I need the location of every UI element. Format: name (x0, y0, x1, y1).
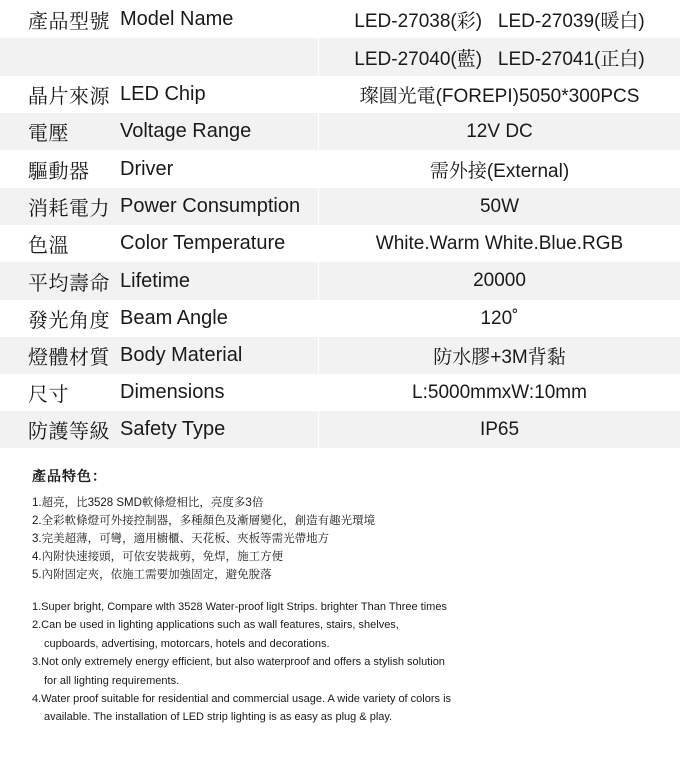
spec-label-zh: 消耗電力 (28, 198, 110, 220)
spec-label-en: Driver (120, 157, 174, 180)
features-section (32, 466, 632, 727)
spec-value: 需外接(External) (429, 160, 570, 182)
feature-zh-item: 2.全彩軟條燈可外接控制器，多種顏色及漸層變化，創造有趣光環境 (32, 515, 376, 527)
spec-row (0, 411, 680, 448)
spec-value: IP65 (479, 418, 520, 440)
spec-label-zh: 色溫 (28, 235, 69, 257)
spec-row (0, 76, 680, 113)
spec-value: 12V DC (466, 120, 533, 142)
spec-label-zh: 電壓 (28, 123, 69, 145)
spec-row (0, 337, 680, 374)
spec-value: 50W (479, 195, 520, 217)
spec-label (0, 117, 318, 146)
spec-row (0, 38, 680, 76)
spec-label-en: Lifetime (120, 269, 191, 292)
spec-value: LED-27040(藍) LED-27041(正白) (354, 48, 645, 70)
spec-row (0, 300, 680, 337)
spec-label-zh: 燈體材質 (28, 347, 110, 369)
spec-label-zh: 晶片來源 (28, 86, 110, 108)
spec-label-zh: 尺寸 (28, 384, 69, 406)
spec-label (0, 267, 318, 296)
spec-label-en: Model Name (120, 7, 234, 30)
spec-value: 防水膠+3M背黏 (433, 347, 566, 368)
spec-label (0, 415, 318, 444)
spec-label-en: Dimensions (120, 381, 225, 403)
spec-label-zh: 驅動器 (28, 160, 90, 183)
spec-label-en: Voltage Range (120, 120, 252, 142)
spec-value: 璨圓光電(FOREPI)5050*300PCS (359, 86, 640, 107)
feature-en-item: 1.Super bright, Compare wlth 3528 Water-proof ligIt Strips. brighter Than Three times (32, 601, 447, 613)
spec-value: 120˚ (480, 307, 519, 329)
feature-en-item: 2.Can be used in lighting applications such as wall features, stairs, shelves, cupboards, advertising, motorcars, hotels and decorations. (32, 619, 399, 650)
spec-label (0, 378, 318, 407)
spec-label (0, 192, 318, 221)
features-list-zh (32, 494, 632, 584)
spec-label-zh: 產品型號 (28, 10, 110, 33)
spec-label-zh: 防護等級 (28, 421, 110, 443)
feature-en-item: 3.Not only extremely energy efficient, but also waterproof and offers a stylish solution for all lighting requirements. (32, 656, 445, 687)
spec-row (0, 150, 680, 188)
spec-row (0, 374, 680, 411)
feature-zh-item: 3.完美超薄，可彎，適用櫥櫃、天花板、夾板等需光帶地方 (32, 533, 330, 545)
spec-row (0, 113, 680, 150)
spec-label (0, 229, 318, 258)
spec-label-en: Color Temperature (120, 232, 286, 254)
spec-value: L:5000mmxW:10mm (412, 381, 587, 403)
spec-label-en: Beam Angle (120, 307, 228, 329)
spec-label-en: LED Chip (120, 83, 206, 105)
spec-label (0, 80, 318, 109)
features-list-en (32, 598, 632, 727)
spec-value: 20000 (473, 270, 526, 291)
spec-label (0, 5, 318, 34)
spec-row (0, 188, 680, 225)
spec-label-en: Body Material (120, 344, 243, 366)
feature-zh-item: 4.內附快速接頭，可依安裝裁剪，免焊，施工方便 (32, 551, 284, 563)
spec-label (0, 155, 318, 184)
spec-label-zh: 平均壽命 (28, 272, 110, 295)
features-title: 產品特色： (32, 468, 107, 484)
spec-label (0, 341, 318, 370)
feature-zh-item: 1.超亮，比3528 SMD軟條燈相比，亮度多3倍 (32, 497, 264, 509)
spec-value: White.Warm White.Blue.RGB (375, 232, 624, 254)
spec-label-zh: 發光角度 (28, 310, 110, 332)
spec-label-en: Power Consumption (120, 195, 301, 217)
feature-zh-item: 5.內附固定夾，依施工需要加強固定，避免脫落 (32, 569, 272, 581)
spec-label (0, 304, 318, 333)
spec-row (0, 0, 680, 38)
spec-row (0, 262, 680, 300)
spec-label-en: Safety Type (120, 418, 226, 440)
spec-value: LED-27038(彩) LED-27039(暖白) (354, 10, 645, 32)
spec-row (0, 225, 680, 262)
feature-en-item: 4.Water proof suitable for residential and commercial usage. A wide variety of colors is available. The installation of LED strip lighting is as easy as plug & play. (32, 693, 452, 724)
